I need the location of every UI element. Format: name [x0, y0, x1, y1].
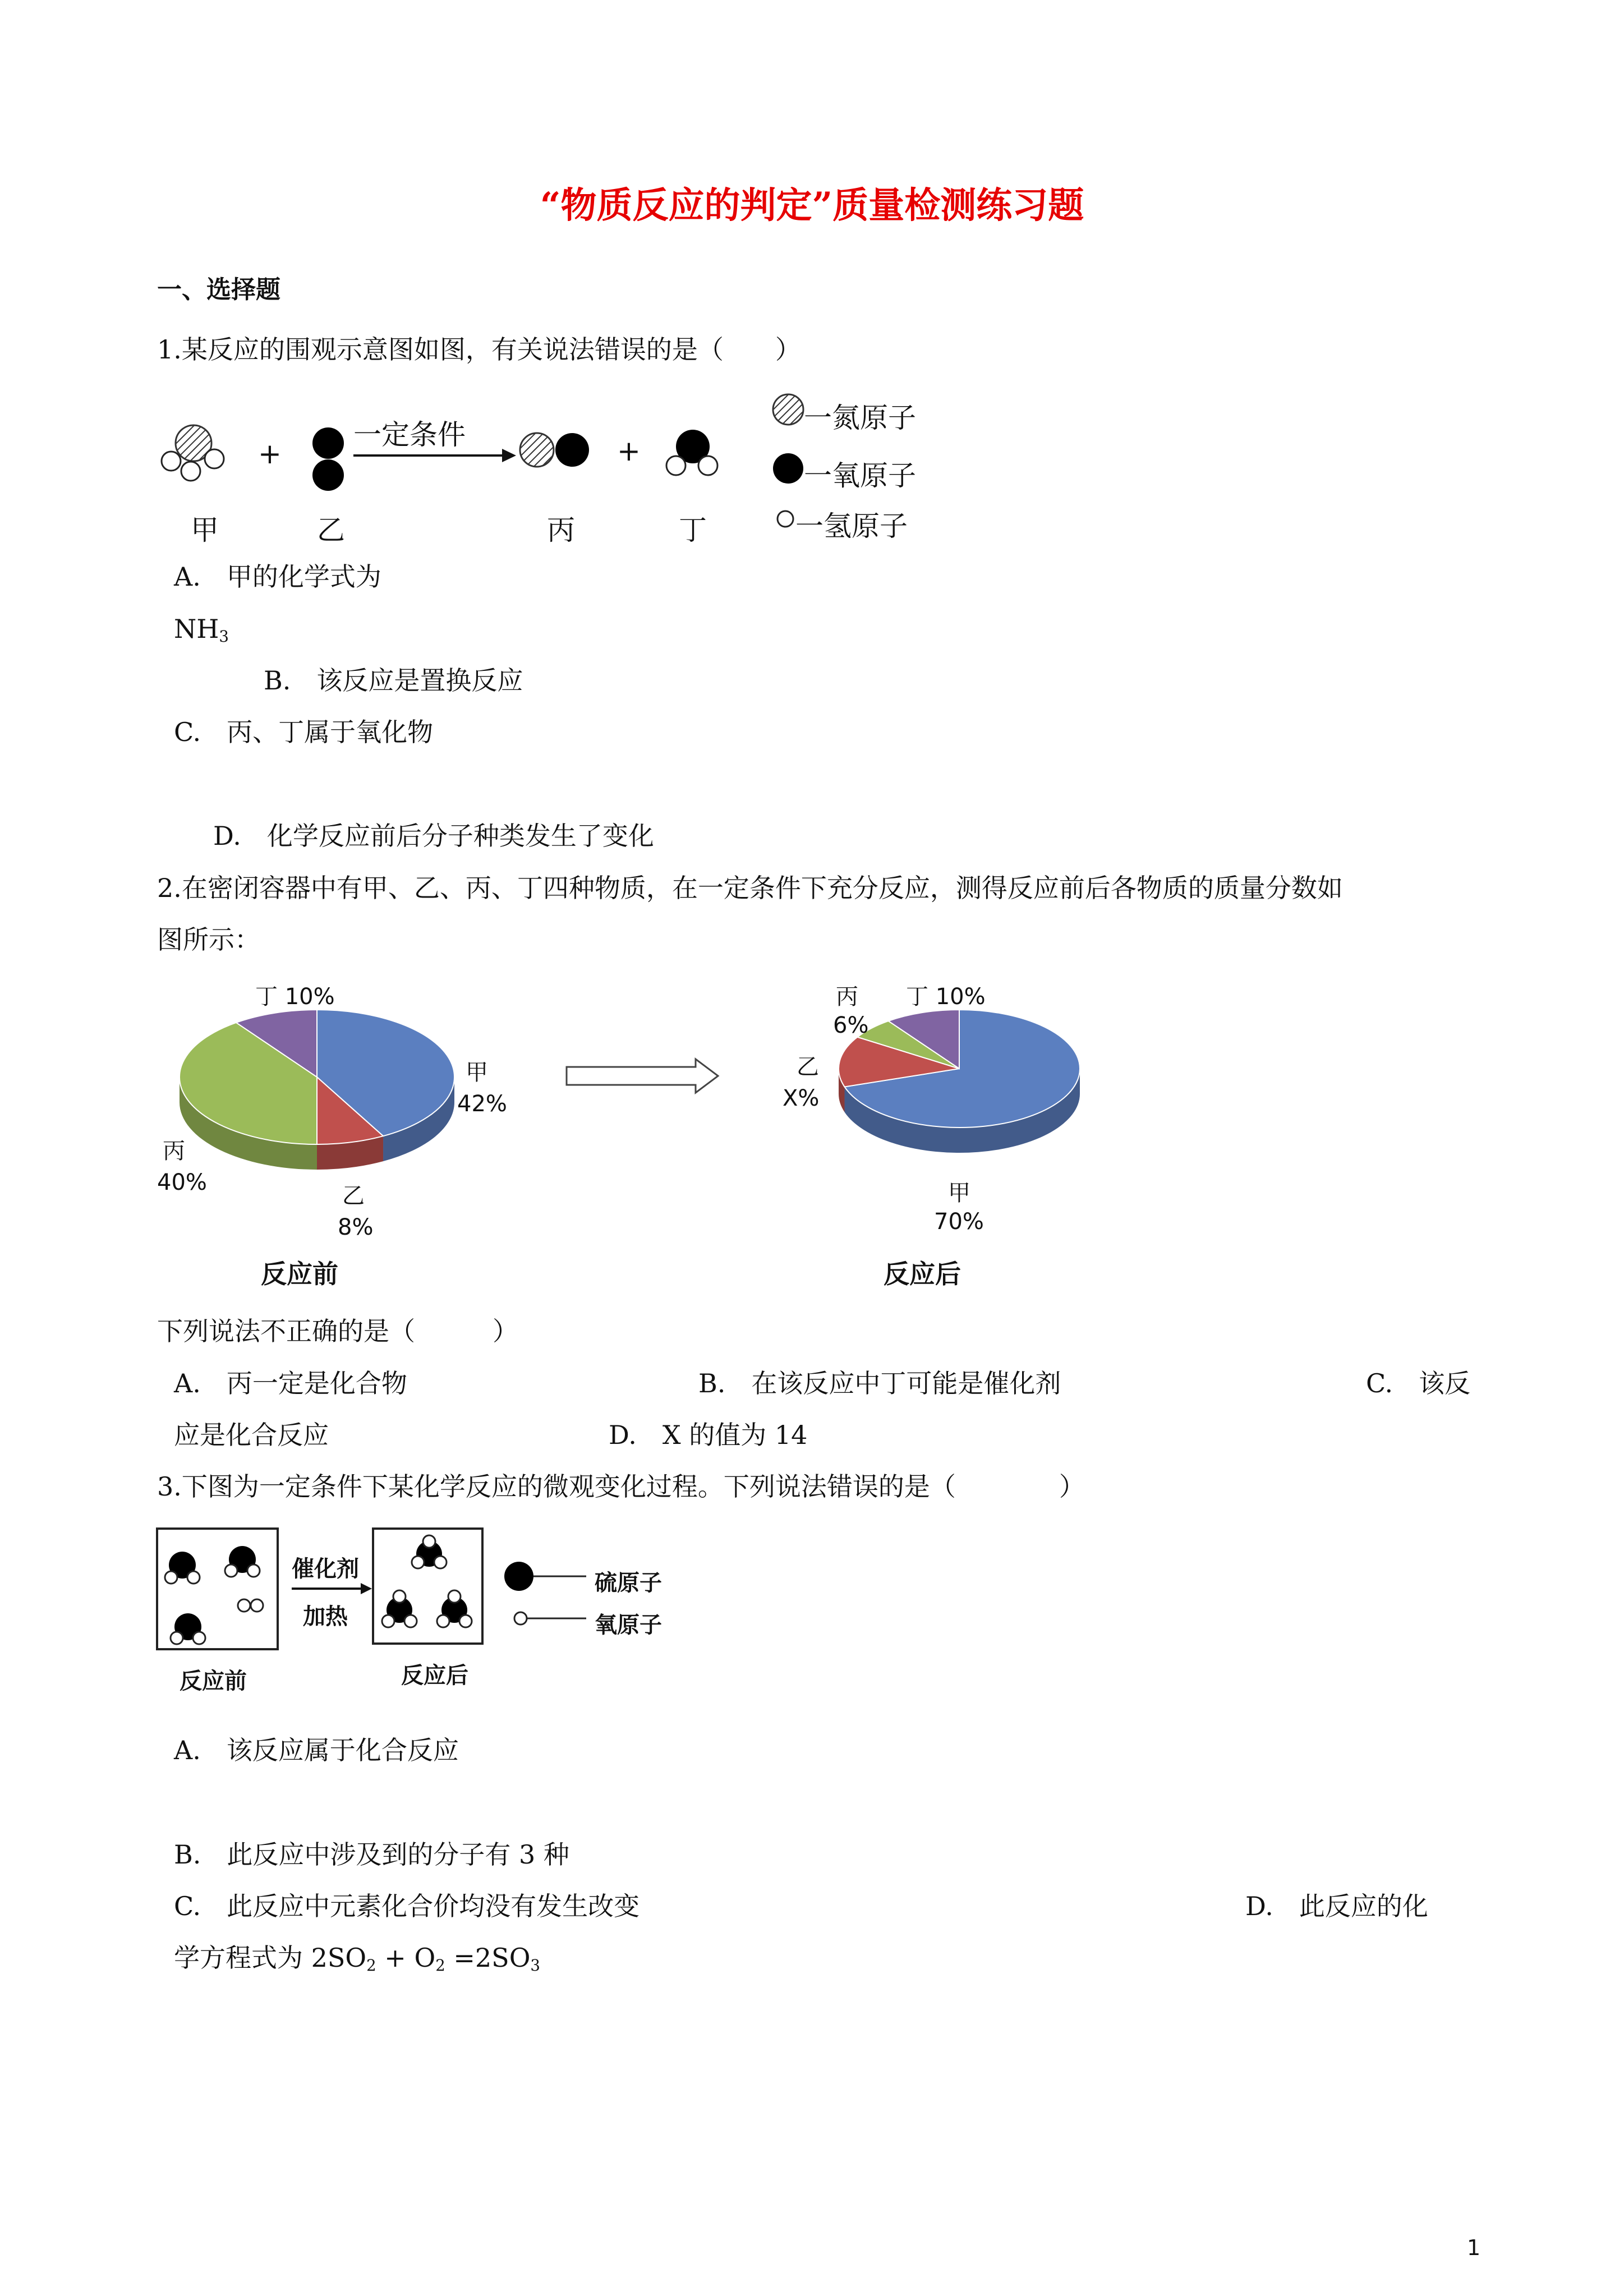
q3-before-so2-3: [171, 1613, 205, 1644]
q1-label-yi: 乙: [317, 514, 345, 546]
after-label-ding: 丁 10%: [906, 984, 986, 1010]
before-label-jia-pct: 42%: [457, 1091, 507, 1117]
q1-plus-2: +: [617, 435, 641, 467]
q1-option-c: C. 丙、丁属于氧化物: [174, 717, 434, 747]
q3-condition-heat: 加热: [303, 1604, 348, 1630]
after-label-yi-pct: X%: [783, 1085, 820, 1111]
q2-option-a: A. 丙一定是化合物: [174, 1368, 407, 1398]
q1-plus-1: +: [258, 438, 282, 470]
q3-before-caption: 反应前: [180, 1668, 247, 1694]
before-label-yi-pct: 8%: [338, 1214, 374, 1240]
q1-stem: 1.某反应的围观示意图如图，有关说法错误的是（ ）: [157, 334, 801, 365]
pie-after-caption: 反应后: [884, 1259, 961, 1289]
q3-condition-catalyst: 催化剂: [292, 1556, 359, 1582]
page-title: “物质反应的判定”质量检测练习题: [540, 185, 1084, 227]
after-label-jia-pct: 70%: [934, 1209, 984, 1235]
q3-legend-oxygen: 氧原子: [595, 1612, 662, 1638]
q1-option-d: D. 化学反应前后分子种类发生了变化: [213, 821, 654, 851]
after-label-yi: 乙: [797, 1054, 819, 1080]
after-label-bing: 丙: [836, 984, 858, 1010]
page-number: 1: [1467, 2235, 1481, 2260]
q3-after-so3-3: [437, 1590, 472, 1627]
q2-option-d: D. X 的值为 14: [609, 1420, 808, 1450]
q1-label-bing: 丙: [547, 514, 575, 546]
q1-option-a: A. 甲的化学式为: [174, 562, 381, 592]
q2-stem-line2: 图所示：: [157, 924, 260, 955]
legend-nitrogen: 一氮原子: [804, 402, 916, 434]
q3-before-so2-1: [165, 1552, 200, 1584]
q2-ask: 下列说法不正确的是（ ）: [157, 1316, 518, 1346]
q2-option-c-part1: C. 该反: [1366, 1368, 1471, 1398]
q3-before-box: [157, 1529, 278, 1649]
q1-condition-label: 一定条件: [353, 418, 466, 451]
q3-option-a: A. 该反应属于化合反应: [174, 1735, 459, 1765]
q3-stem: 3.下图为一定条件下某化学反应的微观变化过程。下列说法错误的是（ ）: [157, 1471, 1085, 1502]
q3-option-c: C. 此反应中元素化合价均没有发生改变: [174, 1891, 640, 1921]
section-heading: 一、选择题: [157, 275, 280, 304]
q2-option-c-part2: 应是化合反应: [174, 1420, 329, 1450]
q3-before-so2-2: [225, 1546, 260, 1577]
before-label-bing-pct: 40%: [157, 1170, 207, 1195]
q3-after-caption: 反应后: [401, 1663, 468, 1688]
q2-option-b: B. 在该反应中丁可能是催化剂: [698, 1368, 1061, 1398]
after-label-jia: 甲: [948, 1180, 970, 1206]
before-label-ding: 丁 10%: [255, 984, 335, 1010]
q2-stem-line1: 2.在密闭容器中有甲、乙、丙、丁四种物质，在一定条件下充分反应，测得反应前后各物质的质量分数如: [157, 873, 1343, 903]
q3-before-o2: [238, 1599, 263, 1612]
before-label-yi: 乙: [342, 1183, 365, 1209]
after-label-bing-pct: 6%: [833, 1013, 869, 1038]
legend-hydrogen: 一氢原子: [795, 510, 908, 542]
q3-option-d-equation: 学方程式为 $2SO_2 + O_2 =2SO_3$: [174, 1943, 540, 1975]
q3-legend-sulfur-symbol: [504, 1562, 586, 1591]
q3-option-b: B. 此反应中涉及到的分子有 3 种: [174, 1839, 569, 1870]
q1-label-ding: 丁: [679, 514, 707, 546]
pie-before-caption: 反应前: [261, 1259, 338, 1289]
q3-arrow: [292, 1583, 372, 1594]
q3-option-d-part1: D. 此反应的化: [1245, 1891, 1428, 1921]
q3-legend-sulfur: 硫原子: [595, 1570, 662, 1596]
q1-label-jia: 甲: [191, 514, 219, 546]
before-label-bing: 丙: [163, 1138, 185, 1164]
q3-after-so3-1: [412, 1535, 447, 1568]
q1-option-a-formula: $NH_3$: [174, 614, 229, 646]
before-label-jia: 甲: [466, 1060, 488, 1085]
q3-legend-oxygen-symbol: [514, 1612, 586, 1625]
legend-oxygen: 一氧原子: [804, 459, 916, 492]
q3-after-so3-2: [382, 1590, 417, 1627]
q1-option-b: B. 该反应是置换反应: [264, 665, 523, 696]
